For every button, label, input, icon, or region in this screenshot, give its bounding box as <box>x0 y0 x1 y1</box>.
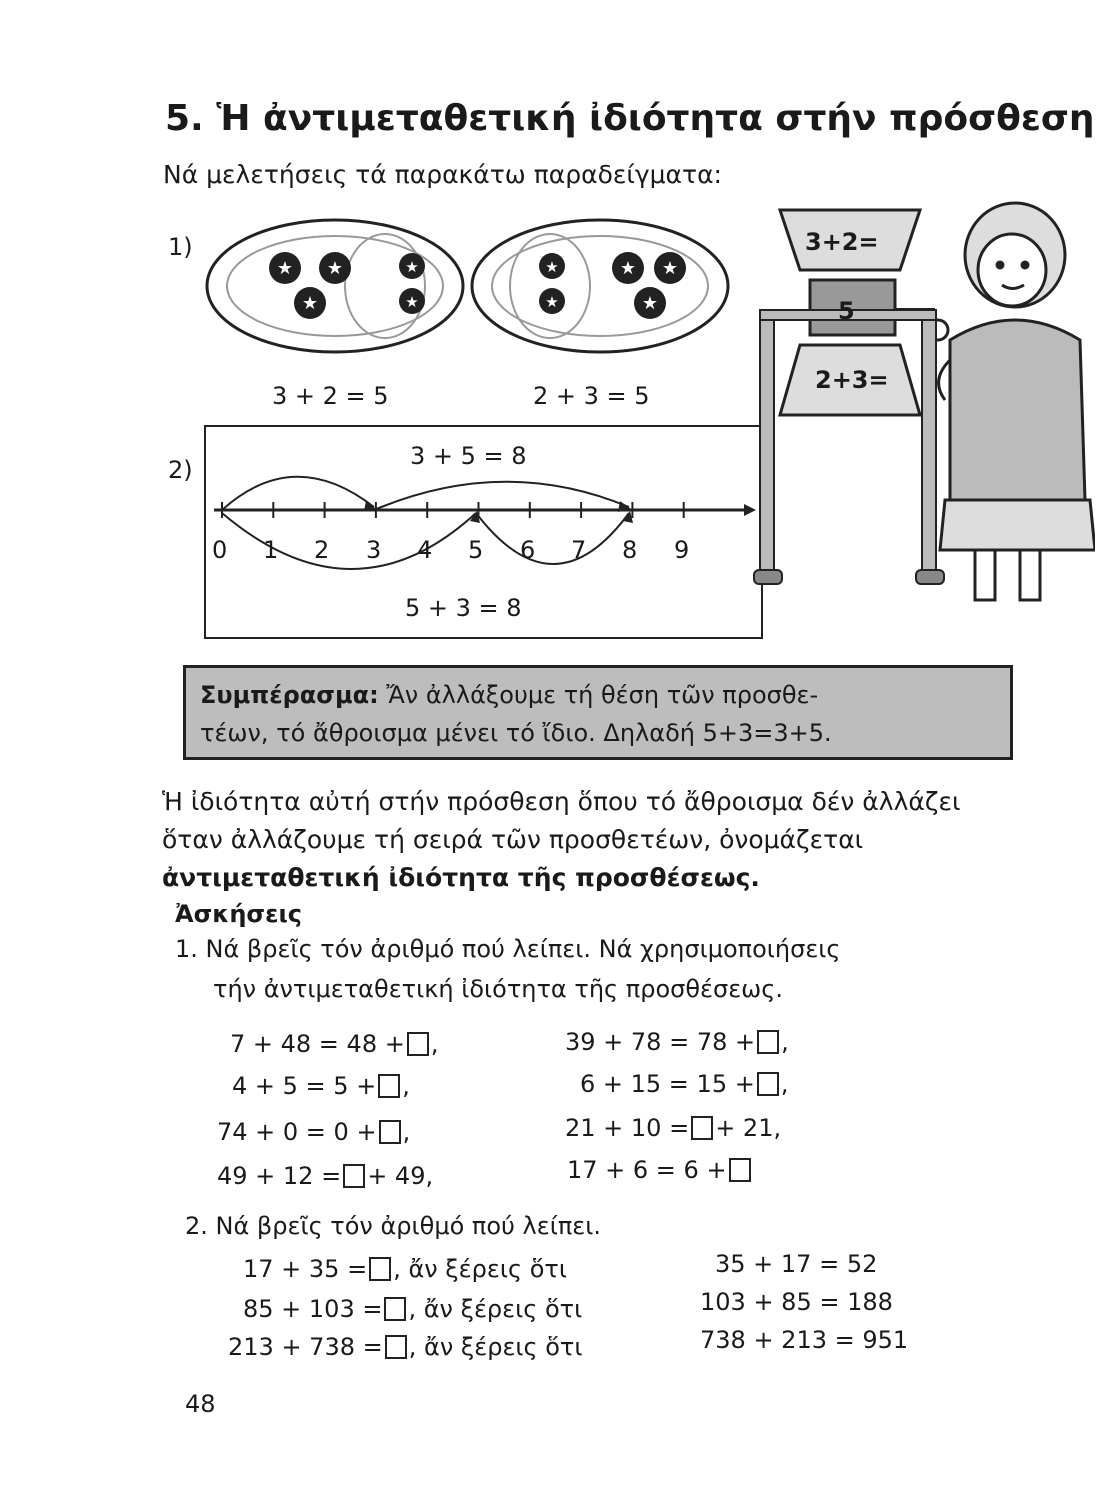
expression: 74 + 0 = 0 + <box>217 1118 377 1146</box>
conclusion-line-2: τέων, τό ἄθροισμα μένει τό ἴδιο. Δηλαδή 5+3=3+5. <box>200 719 832 747</box>
definition-text: Ἡ ἰδιότητα αὐτή στήν πρόσθεση ὅπου τό ἄθροισμα δέν ἀλλάζει ὅταν ἀλλάζουμε τή σειρά τῶν προσθετέων, ὀνομάζεται <box>162 787 961 854</box>
star-token <box>269 252 301 284</box>
star-token <box>612 252 644 284</box>
expression: 6 + 15 = 15 + <box>580 1070 755 1098</box>
expression-tail: , <box>780 1070 789 1098</box>
svg-text:★: ★ <box>641 293 659 314</box>
star-token <box>654 252 686 284</box>
answer-box[interactable] <box>407 1032 429 1056</box>
hint-text: , ἄν ξέρεις ὅτι <box>393 1255 567 1283</box>
expression: 7 + 48 = 48 + <box>230 1030 405 1058</box>
exercise-1-item <box>567 1156 753 1184</box>
machine-output-label: 2+3= <box>815 366 889 394</box>
answer-box[interactable] <box>369 1257 391 1281</box>
answer-box[interactable] <box>384 1297 406 1321</box>
answer-box[interactable] <box>385 1335 407 1359</box>
expression: 213 + 738 = <box>228 1333 383 1361</box>
example-1-equation-left: 3 + 2 = 5 <box>272 382 389 410</box>
hint-text: , ἄν ξέρεις ὅτι <box>408 1333 583 1361</box>
expression-tail: , <box>430 1030 439 1058</box>
expression: 39 + 78 = 78 + <box>565 1028 756 1056</box>
number-line-equation-bottom: 5 + 3 = 8 <box>405 594 522 622</box>
number-line-equation-top: 3 + 5 = 8 <box>410 442 527 470</box>
exercise-2-known-sum: 103 + 85 = 188 <box>700 1288 893 1316</box>
exercise-2-known-sum: 738 + 213 = 951 <box>700 1326 909 1354</box>
expression-tail: , <box>402 1072 410 1100</box>
svg-text:★: ★ <box>301 293 319 314</box>
exercise-1-prompt-line-2: τήν ἀντιμεταθετική ἰδιότητα τῆς προσθέσεως. <box>213 975 783 1003</box>
tick-label: 8 <box>622 536 638 564</box>
expression: 49 + 12 = <box>217 1162 342 1190</box>
answer-box[interactable] <box>729 1158 751 1182</box>
exercise-2-item <box>243 1295 582 1323</box>
conclusion-box <box>183 665 1013 760</box>
answer-box[interactable] <box>757 1072 779 1096</box>
exercise-2-prompt: 2. Νά βρεῖς τόν ἀριθμό πού λείπει. <box>185 1212 602 1240</box>
conclusion-heading: Συμπέρασμα: <box>200 681 379 709</box>
svg-text:★: ★ <box>405 258 419 276</box>
svg-text:★: ★ <box>545 293 559 311</box>
exercise-1-item <box>565 1114 781 1142</box>
answer-box[interactable] <box>757 1030 779 1054</box>
answer-box[interactable] <box>691 1116 713 1140</box>
example-1-label: 1) <box>168 233 193 261</box>
exercises-heading: Ἀσκήσεις <box>175 900 303 928</box>
star-token <box>539 288 565 314</box>
expression: 4 + 5 = 5 + <box>232 1072 377 1100</box>
exercise-2-item <box>243 1255 567 1283</box>
svg-text:★: ★ <box>405 293 419 311</box>
expression: 17 + 6 = 6 + <box>567 1156 727 1184</box>
tick-label: 1 <box>263 536 279 564</box>
page-number: 48 <box>185 1390 216 1418</box>
expression-tail: , <box>781 1028 789 1056</box>
tick-labels <box>204 536 759 566</box>
star-token <box>634 287 666 319</box>
example-1-equation-right: 2 + 3 = 5 <box>533 382 650 410</box>
answer-box[interactable] <box>378 1074 400 1098</box>
exercise-1-item <box>580 1070 788 1098</box>
exercise-1-item <box>217 1162 433 1190</box>
jump-arc-3-8 <box>374 482 629 510</box>
example-2-label: 2) <box>168 456 193 484</box>
exercise-1-item <box>565 1028 789 1056</box>
svg-text:★: ★ <box>661 258 679 279</box>
exercise-1-prompt-line-1: 1. Νά βρεῖς τόν ἀριθμό πού λείπει. Νά χρησιμοποιήσεις <box>175 935 841 963</box>
conclusion-line-1: Ἄν ἀλλάξουμε τή θέση τῶν προσθε- <box>378 681 819 709</box>
tick-label: 2 <box>314 536 330 564</box>
star-token <box>319 252 351 284</box>
tick-label: 4 <box>417 536 433 564</box>
expression: 21 + 10 = <box>565 1114 690 1142</box>
exercise-1-item <box>217 1118 410 1146</box>
star-token <box>399 288 425 314</box>
machine-input-label: 3+2= <box>805 228 879 256</box>
exercise-1-item <box>232 1072 410 1100</box>
section-title: 5. Ἡ ἀντιμεταθετική ἰδιότητα στήν πρόσθεση <box>165 98 1095 139</box>
answer-box[interactable] <box>343 1164 365 1188</box>
tick-label: 9 <box>674 536 690 564</box>
tick-label: 3 <box>366 536 382 564</box>
tick-label: 6 <box>520 536 536 564</box>
tick-label: 0 <box>212 536 228 564</box>
exercise-2-item <box>228 1333 583 1361</box>
answer-box[interactable] <box>379 1120 401 1144</box>
svg-text:★: ★ <box>276 258 294 279</box>
expression-tail: + 21, <box>715 1114 782 1142</box>
hint-text: , ἄν ξέρεις ὅτι <box>408 1295 583 1323</box>
exercise-1-item <box>230 1030 438 1058</box>
definition-term: ἀντιμεταθετική ἰδιότητα τῆς προσθέσεως. <box>162 863 760 892</box>
expression: 85 + 103 = <box>243 1295 383 1323</box>
addition-machine-illustration <box>750 200 1095 620</box>
machine-result-label: 5 <box>838 297 855 325</box>
svg-text:★: ★ <box>326 258 344 279</box>
expression: 17 + 35 = <box>243 1255 368 1283</box>
girl-figure <box>939 203 1095 600</box>
definition-paragraph <box>162 783 1022 897</box>
tick-label: 7 <box>571 536 587 564</box>
tick-label: 5 <box>468 536 484 564</box>
expression-tail: + 49, <box>367 1162 434 1190</box>
star-token <box>539 253 565 279</box>
svg-text:★: ★ <box>619 258 637 279</box>
example-1-illustration <box>200 208 740 378</box>
expression-tail: , <box>402 1118 411 1146</box>
star-token <box>399 253 425 279</box>
instruction-text: Νά μελετήσεις τά παρακάτω παραδείγματα: <box>163 160 722 189</box>
jump-arc-0-3 <box>222 477 374 510</box>
star-token <box>294 287 326 319</box>
exercise-2-known-sum: 35 + 17 = 52 <box>715 1250 878 1278</box>
svg-text:★: ★ <box>545 258 559 276</box>
